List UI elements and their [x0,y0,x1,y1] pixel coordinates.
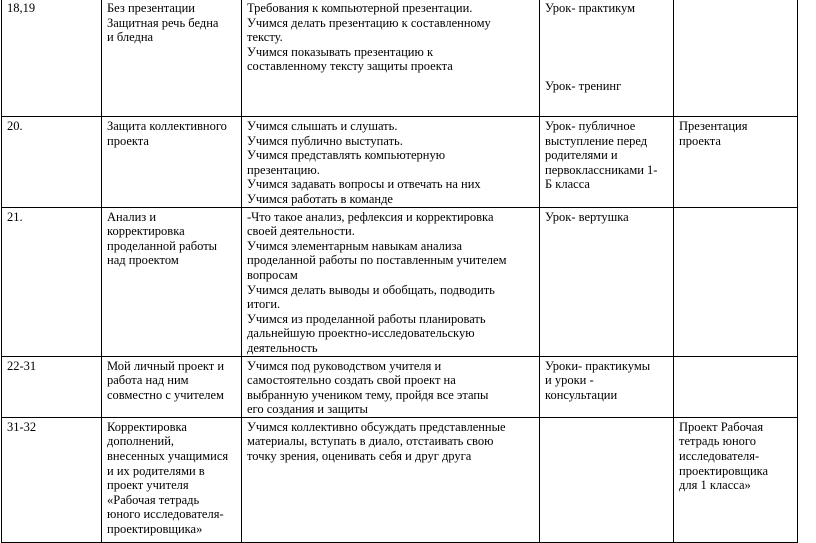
form-cell [540,356,674,417]
content-cell [242,117,540,208]
form-cell [540,417,674,542]
content-cell [242,0,540,117]
lesson-number-cell [2,207,102,356]
lesson-topic: Защита коллективного проекта [107,119,227,148]
lesson-number-cell [2,117,102,208]
lesson-number: 20. [7,119,23,133]
lesson-number: 21. [7,209,23,224]
topic-cell [102,417,242,542]
lesson-form-secondary: Урок- тренинг [545,78,622,93]
lesson-form: Уроки- практикумы и уроки - консультации [545,358,651,402]
spacer [545,16,668,54]
lesson-content: Требования к компьютерной презентации. Учимся делать презентацию к составленному тексту. Учимся показывать презентацию к составленному тексту защиты проекта [247,1,491,74]
content-cell [242,207,540,356]
content-cell [242,417,540,542]
lesson-number: 31-32 [7,419,37,434]
lesson-topic: Корректировка дополнений, внесенных учащимися и их родителями в проект учителя «Рабочая тетрадь юного исследователя- проектировщика» [107,419,229,537]
result-cell [674,356,798,417]
lesson-content: Учимся коллективно обсуждать представленные материалы, вступать в диало, отстаивать свою точку зрения, оценивать себя и друг друга [247,419,506,464]
lesson-form: Урок- публичное выступление перед родителями и первоклассниками 1- Б класса [545,119,658,192]
topic-cell [102,0,242,117]
lesson-topic: Мой личный проект и работа над ним совместно с учителем [107,358,225,402]
lesson-number-cell [2,417,102,542]
lesson-number-cell [2,356,102,417]
table-row [2,356,798,417]
result-cell [674,417,798,542]
lesson-form: Урок- практикум [545,1,636,15]
lesson-content: -Что такое анализ, рефлексия и корректировка своей деятельности. Учимся элементарным навыкам анализа проделанной работы по поставленным учителем вопросам Учимся делать выводы и обобщать, подводить итоги. Учимся из проделанной работы планировать дальнейшую проектно-исследовательскую деятельность [247,209,507,355]
result-cell [674,117,798,208]
table-row [2,417,798,542]
lesson-result: Проект Рабочая тетрадь юного исследователя- проектировщика для 1 класса» [679,419,769,493]
form-cell [540,207,674,356]
form-cell [540,0,674,117]
table-row [2,207,798,356]
lesson-number-cell [2,0,102,117]
result-cell [674,0,798,117]
lesson-plan-table [1,0,798,543]
lesson-topic: Анализ и корректировка проделанной работы над проектом [107,209,218,268]
topic-cell [102,207,242,356]
lesson-topic: Без презентации Защитная речь бедна и бледна [107,1,219,45]
lesson-number: 22-31 [7,358,37,373]
topic-cell [102,356,242,417]
result-cell [674,207,798,356]
lesson-number: 18,19 [7,1,36,15]
lesson-content: Учимся под руководством учителя и самостоятельно создать свой проект на выбранную учеником тему, пройдя все этапы его создания и защиты [247,358,489,417]
content-cell [242,356,540,417]
table-row [2,0,798,117]
lesson-content: Учимся слышать и слушать. Учимся публично выступать. Учимся представлять компьютерную презентацию. Учимся задавать вопросы и отвечать на них Учимся работать в команде [247,119,481,206]
topic-cell [102,117,242,208]
form-cell [540,117,674,208]
table-row [2,117,798,208]
lesson-form: Урок- вертушка [545,209,629,224]
lesson-result: Презентация проекта [679,119,748,148]
